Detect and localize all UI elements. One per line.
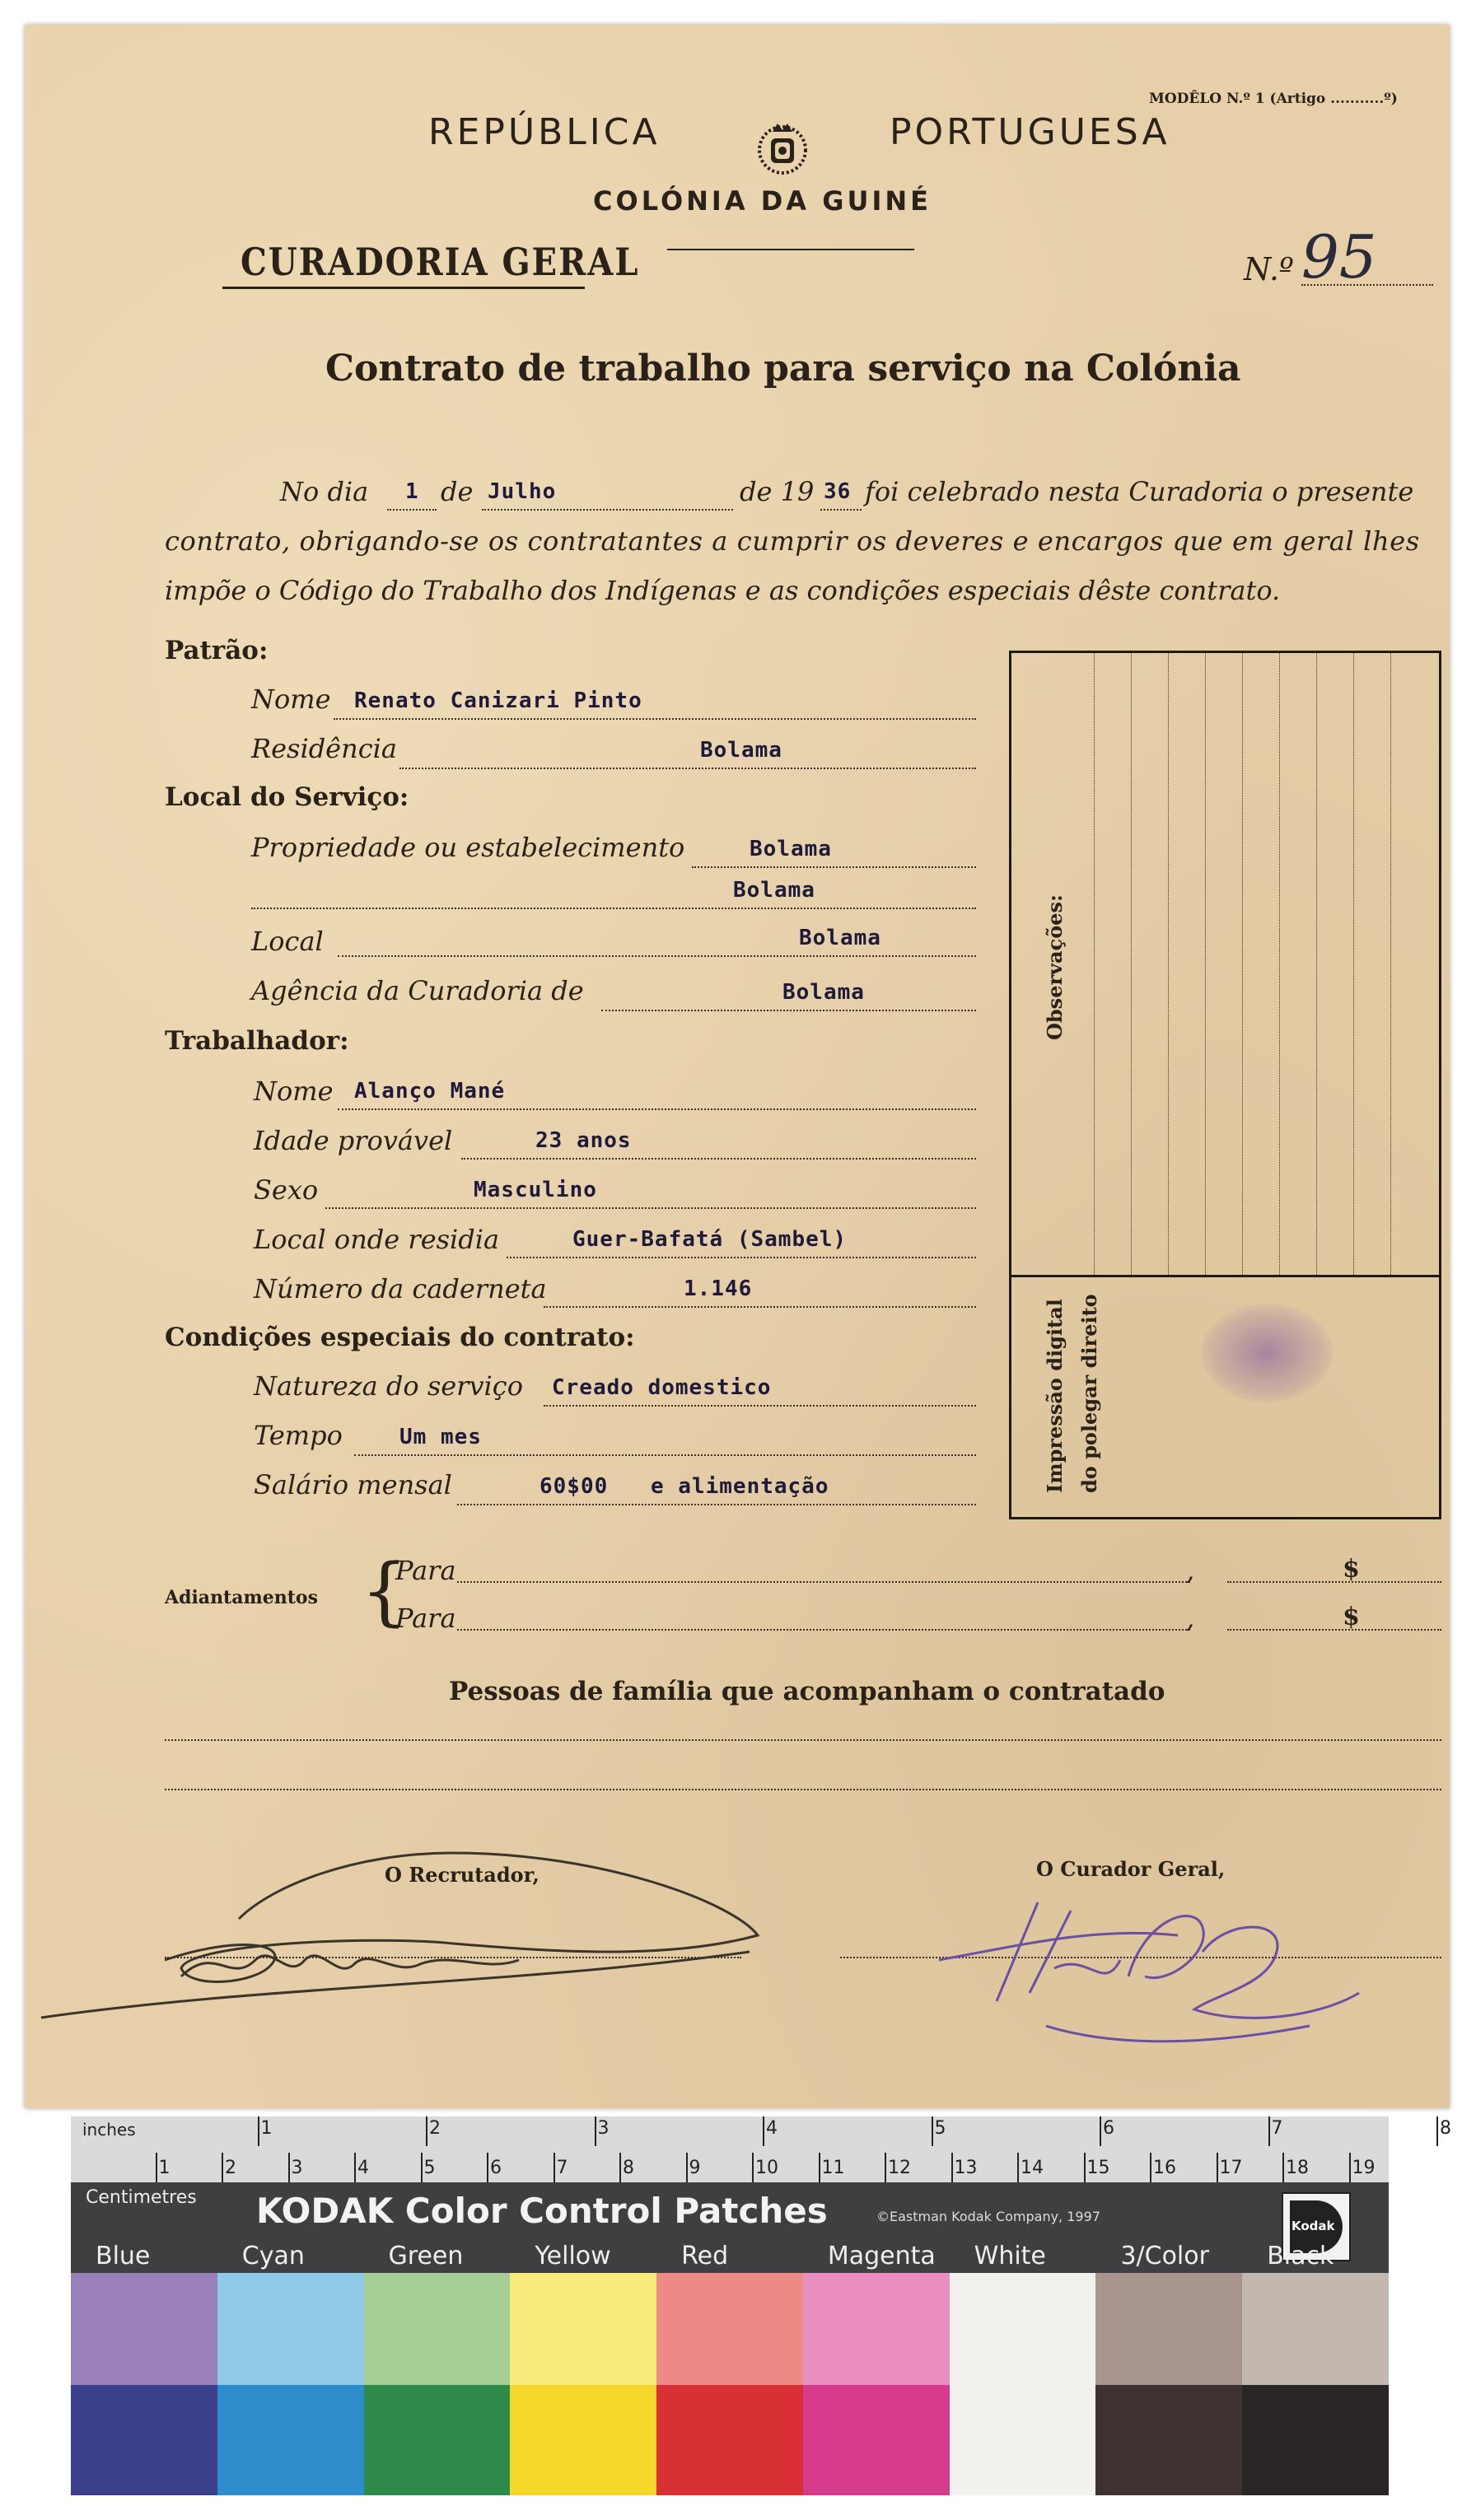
- patch-label: 3/Color: [1120, 2242, 1209, 2270]
- cm-tick: [156, 2153, 157, 2182]
- cm-number: 17: [1219, 2158, 1243, 2178]
- adiantamento-para-1: Para: [395, 1555, 456, 1586]
- modelo-label: MODÊLO N.º 1 (Artigo ...........º): [1149, 91, 1398, 107]
- cm-tick: [1349, 2153, 1351, 2182]
- patch-label: White: [974, 2242, 1046, 2270]
- color-patch-top: [217, 2273, 364, 2385]
- residia-line: [507, 1257, 976, 1258]
- cm-tick: [1150, 2153, 1151, 2182]
- inches-label: inches: [82, 2120, 136, 2140]
- patch-label: Yellow: [535, 2242, 611, 2270]
- cm-number: 8: [623, 2158, 634, 2178]
- cm-number: 4: [357, 2158, 369, 2178]
- thumbprint-image: [1201, 1304, 1333, 1402]
- cm-number: 19: [1352, 2158, 1376, 2178]
- propriedade-value-2: Bolama: [733, 878, 815, 903]
- color-patch-top: [510, 2273, 656, 2385]
- ruler: [71, 2116, 1451, 2182]
- header-colonia: COLÓNIA DA GUINÉ: [593, 185, 932, 217]
- inch-number: 3: [597, 2118, 610, 2139]
- curadoria-label: CURADORIA GERAL: [241, 240, 640, 285]
- idade-line: [461, 1158, 976, 1160]
- intro-line2: contrato, obrigando-se os contratantes a cumprir os deveres e encargos que em geral lhes: [165, 525, 1420, 557]
- local-value: Bolama: [799, 926, 881, 950]
- natureza-label: Natureza do serviço: [254, 1370, 523, 1402]
- header-portuguesa: PORTUGUESA: [890, 111, 1170, 153]
- patrao-residencia-line: [399, 768, 976, 769]
- trabalhador-heading: Trabalhador:: [165, 1026, 349, 1056]
- color-patch-bottom: [71, 2385, 217, 2495]
- patch-label: Cyan: [241, 2242, 305, 2270]
- sexo-value: Masculino: [474, 1178, 597, 1202]
- condicoes-heading: Condições especiais do contrato:: [165, 1323, 635, 1352]
- local-servico-heading: Local do Serviço:: [165, 782, 409, 812]
- residia-label: Local onde residia: [254, 1224, 500, 1255]
- color-patch-bottom: [364, 2385, 511, 2495]
- cm-tick: [1084, 2153, 1086, 2182]
- intro-line3: impõe o Código do Trabalho dos Indígenas e as condições especiais dêste contrato.: [165, 575, 1281, 606]
- propriedade-value: Bolama: [750, 837, 832, 861]
- curador-signature-image: [931, 1869, 1392, 2059]
- adiantamento-dollar-2: $: [1343, 1603, 1360, 1631]
- patrao-nome-line: [334, 718, 976, 720]
- adiantamento-comma-1: ,: [1186, 1555, 1195, 1586]
- obs-line: [1131, 653, 1132, 1275]
- adiantamento-line-2: [457, 1629, 1190, 1631]
- obs-line: [1390, 653, 1391, 1275]
- numero-value: 95: [1301, 222, 1377, 292]
- obs-line: [1205, 653, 1206, 1275]
- adiantamento-amount-line-2: [1227, 1629, 1441, 1631]
- cm-number: 7: [556, 2158, 568, 2178]
- obs-line: [1279, 653, 1280, 1275]
- trabalhador-nome-value: Alanço Mané: [354, 1079, 506, 1104]
- ano-line: [820, 509, 862, 511]
- intro-de: de: [441, 476, 474, 507]
- inch-tick: [1436, 2116, 1438, 2146]
- color-patch-top: [71, 2273, 217, 2385]
- agencia-label: Agência da Curadoria de: [251, 975, 584, 1006]
- color-patch-bottom: [510, 2385, 656, 2495]
- cm-tick: [686, 2153, 688, 2182]
- salario-extra-value: e alimentação: [651, 1474, 829, 1499]
- adiantamento-amount-line-1: [1227, 1581, 1441, 1583]
- recrutador-label: O Recrutador,: [385, 1863, 539, 1887]
- cm-number: 14: [1021, 2158, 1044, 2178]
- cm-number: 10: [755, 2158, 778, 2178]
- kodak-copyright: ©Eastman Kodak Company, 1997: [876, 2209, 1100, 2224]
- tempo-line: [354, 1454, 976, 1456]
- intro-mes-value: Julho: [488, 479, 557, 504]
- dia-line: [387, 509, 437, 511]
- obs-line: [1316, 653, 1317, 1275]
- cm-number: 16: [1153, 2158, 1176, 2178]
- color-patch-bottom: [803, 2385, 950, 2495]
- contract-document: [25, 25, 1450, 2108]
- cm-number: 9: [689, 2158, 701, 2178]
- cm-number: 3: [291, 2158, 303, 2178]
- natureza-line: [544, 1405, 976, 1407]
- familia-heading: Pessoas de família que acompanham o contratado: [449, 1677, 1165, 1706]
- inch-number: 5: [934, 2118, 946, 2139]
- cm-number: 1: [158, 2158, 170, 2178]
- cm-tick: [554, 2153, 555, 2182]
- agencia-line: [601, 1010, 976, 1011]
- adiantamentos-brace: {: [361, 1548, 409, 1635]
- tempo-value: Um mes: [399, 1425, 482, 1449]
- cm-number: 13: [954, 2158, 978, 2178]
- cm-tick: [819, 2153, 820, 2182]
- local-label: Local: [251, 926, 324, 957]
- inch-number: 2: [429, 2118, 441, 2139]
- centimetres-label: Centimetres: [86, 2187, 197, 2208]
- header-republica: REPÚBLICA: [428, 111, 661, 153]
- header-divider: [667, 249, 914, 250]
- familia-line-2: [165, 1789, 1441, 1790]
- inch-tick: [932, 2116, 933, 2146]
- adiantamentos-label: Adiantamentos: [165, 1587, 318, 1608]
- obs-line: [1094, 653, 1095, 1275]
- cm-tick: [619, 2153, 621, 2182]
- inch-number: 4: [766, 2118, 778, 2139]
- tempo-label: Tempo: [254, 1420, 343, 1451]
- obs-line: [1242, 653, 1243, 1275]
- inch-number: 8: [1440, 2118, 1451, 2139]
- obs-line: [1353, 653, 1354, 1275]
- curadoria-underline: [222, 287, 585, 289]
- caderneta-label: Número da caderneta: [254, 1273, 547, 1304]
- cm-tick: [222, 2153, 223, 2182]
- cm-tick: [487, 2153, 488, 2182]
- natureza-value: Creado domestico: [552, 1375, 772, 1400]
- patch-label: Magenta: [827, 2242, 936, 2270]
- agencia-value: Bolama: [782, 980, 865, 1005]
- color-patch-top: [950, 2273, 1096, 2385]
- intro-no-dia: No dia: [280, 476, 369, 507]
- inch-number: 7: [1271, 2118, 1283, 2139]
- intro-dia-value: 1: [405, 479, 419, 504]
- cm-tick: [354, 2153, 356, 2182]
- caderneta-line: [544, 1306, 976, 1308]
- cm-tick: [885, 2153, 886, 2182]
- intro-line1-rest: foi celebrado nesta Curadoria o presente: [865, 476, 1414, 507]
- familia-line-1: [165, 1739, 1441, 1741]
- coat-of-arms-icon: [750, 115, 815, 181]
- observacoes-box: [1009, 651, 1441, 1519]
- idade-label: Idade provável: [254, 1125, 453, 1156]
- inch-number: 6: [1103, 2118, 1114, 2139]
- residia-value: Guer-Bafatá (Sambel): [572, 1227, 848, 1252]
- color-patch-bottom: [217, 2385, 364, 2495]
- inch-tick: [763, 2116, 764, 2146]
- obs-divider: [1011, 1275, 1439, 1277]
- cm-tick: [1282, 2153, 1284, 2182]
- cm-tick: [421, 2153, 423, 2182]
- salario-line: [457, 1504, 976, 1505]
- trabalhador-nome-line: [338, 1108, 976, 1110]
- color-patch-top: [364, 2273, 511, 2385]
- cm-number: 15: [1086, 2158, 1110, 2178]
- color-patch-bottom: [1242, 2385, 1389, 2495]
- inch-tick: [258, 2116, 259, 2146]
- contract-title: Contrato de trabalho para serviço na Colónia: [325, 348, 1241, 390]
- kodak-color-control-strip: [71, 2116, 1451, 2495]
- obs-line: [1168, 653, 1169, 1275]
- patrao-nome-value: Renato Canizari Pinto: [354, 688, 642, 713]
- patch-label: Blue: [96, 2242, 151, 2270]
- impressao-label-1: Impressão digital: [1043, 1299, 1067, 1493]
- local-line: [338, 955, 976, 957]
- adiantamento-comma-2: ,: [1186, 1603, 1195, 1634]
- patrao-residencia-label: Residência: [251, 733, 397, 764]
- cm-number: 12: [888, 2158, 911, 2178]
- adiantamento-line-1: [457, 1581, 1190, 1583]
- impressao-label-2: do polegar direito: [1077, 1294, 1101, 1493]
- salario-label: Salário mensal: [254, 1469, 452, 1500]
- cm-number: 2: [225, 2158, 236, 2178]
- patch-label: Red: [681, 2242, 729, 2270]
- numero-line: [1301, 284, 1433, 286]
- adiantamento-dollar-1: $: [1343, 1555, 1360, 1584]
- intro-de-19: de 19: [740, 476, 815, 507]
- adiantamento-para-2: Para: [395, 1603, 456, 1634]
- color-patch-top: [656, 2273, 803, 2385]
- color-patch-top: [803, 2273, 950, 2385]
- kodak-title: KODAK Color Control Patches: [256, 2191, 828, 2231]
- inch-number: 1: [260, 2118, 273, 2139]
- curador-label: O Curador Geral,: [1036, 1857, 1226, 1881]
- patrao-heading: Patrão:: [165, 636, 269, 665]
- numero-label: N.º: [1244, 251, 1294, 287]
- observacoes-label: Observações:: [1043, 894, 1067, 1040]
- salario-value: 60$00: [539, 1474, 609, 1499]
- mes-line: [482, 509, 733, 511]
- color-patch-top: [1242, 2273, 1389, 2385]
- patch-label: Black: [1267, 2242, 1334, 2270]
- propriedade-label: Propriedade ou estabelecimento: [251, 832, 685, 863]
- cm-number: 11: [821, 2158, 845, 2178]
- color-patch-bottom: [656, 2385, 803, 2495]
- sexo-line: [325, 1207, 976, 1209]
- idade-value: 23 anos: [535, 1128, 632, 1153]
- cm-tick: [1017, 2153, 1019, 2182]
- inch-tick: [1268, 2116, 1270, 2146]
- cm-number: 5: [423, 2158, 436, 2178]
- propriedade-line: [692, 866, 976, 868]
- kodak-logo-text: Kodak: [1292, 2219, 1335, 2233]
- color-patch-bottom: [950, 2385, 1096, 2495]
- caderneta-value: 1.146: [684, 1276, 753, 1301]
- inch-tick: [595, 2116, 596, 2146]
- inch-tick: [426, 2116, 427, 2146]
- patrao-nome-label: Nome: [251, 684, 331, 715]
- intro-ano-value: 36: [824, 479, 852, 504]
- color-patch-bottom: [1095, 2385, 1242, 2495]
- trabalhador-nome-label: Nome: [254, 1076, 334, 1107]
- patrao-residencia-value: Bolama: [700, 738, 782, 763]
- recrutador-signature-image: [25, 1820, 766, 2034]
- cm-tick: [288, 2153, 290, 2182]
- inch-tick: [1100, 2116, 1101, 2146]
- patch-label: Green: [388, 2242, 464, 2270]
- color-patch-top: [1095, 2273, 1242, 2385]
- propriedade-line-2: [251, 908, 976, 909]
- sexo-label: Sexo: [254, 1174, 319, 1206]
- cm-number: 18: [1286, 2158, 1309, 2178]
- cm-tick: [1217, 2153, 1218, 2182]
- cm-tick: [951, 2153, 953, 2182]
- cm-tick: [752, 2153, 754, 2182]
- cm-number: 6: [490, 2158, 502, 2178]
